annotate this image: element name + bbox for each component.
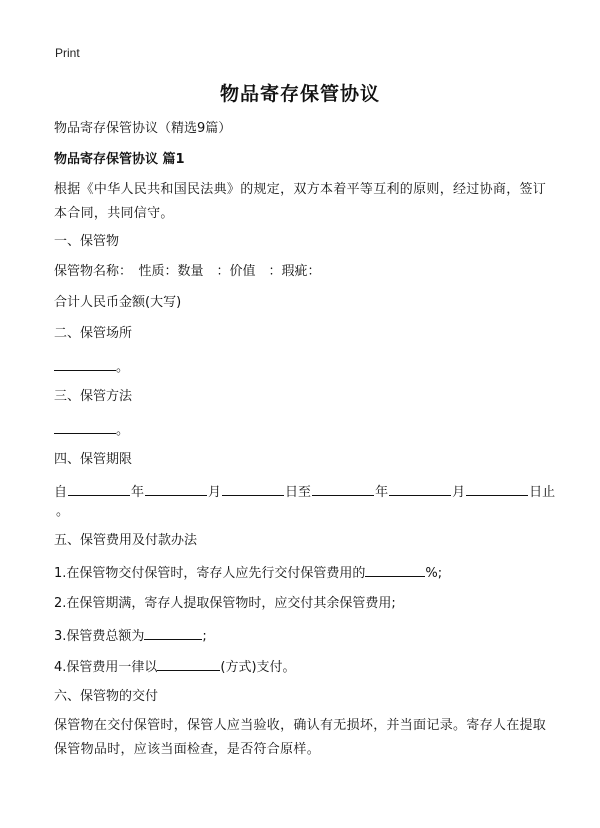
payment-method-blank[interactable]: [157, 657, 220, 671]
storage-place-line: [54, 357, 129, 377]
fee-item-1: [54, 563, 442, 583]
section-heading: 物品寄存保管协议 篇1: [54, 152, 185, 167]
section-6-title: 六、保管物的交付: [54, 689, 159, 704]
fee-item-1-text: 1.在保管物交付保管时，寄存人应先行交付保管费用的: [54, 566, 366, 581]
fee-item-1-suffix: %;: [425, 566, 443, 581]
start-month-blank[interactable]: [145, 482, 207, 496]
date-year-1: 年: [131, 485, 145, 500]
date-month-1: 月: [208, 485, 222, 500]
date-from: 自: [54, 485, 68, 500]
section-2-title: 二、保管场所: [54, 326, 133, 341]
storage-place-blank[interactable]: [54, 357, 116, 371]
fee-item-3-text: 3.保管费总额为: [54, 629, 145, 644]
fee-item-3: [54, 626, 207, 646]
end-year-blank[interactable]: [312, 482, 374, 496]
intro-paragraph: 根据《中华人民共和国民法典》的规定，双方本着平等互利的原则，经过协商，签订本合同，共同信守。: [54, 182, 547, 221]
start-day-blank[interactable]: [222, 482, 284, 496]
storage-method-end: 。: [116, 423, 130, 438]
delivery-paragraph: 保管物在交付保管时，保管人应当验收，确认有无损坏，并当面记录。寄存人在提取保管物品时，应该当面检查，是否符合原样。: [54, 718, 547, 757]
date-day-1: 日至: [285, 485, 312, 500]
storage-method-blank[interactable]: [54, 420, 116, 434]
section-3-title: 三、保管方法: [54, 389, 133, 404]
storage-place-end: 。: [116, 360, 130, 375]
section-5-title: 五、保管费用及付款办法: [54, 533, 198, 548]
fee-total-blank[interactable]: [144, 626, 202, 640]
date-year-2: 年: [375, 485, 389, 500]
print-label: Print: [55, 46, 80, 60]
date-day-2: 日止: [529, 485, 556, 500]
fee-item-4-suffix: (方式)支付。: [220, 660, 296, 675]
fee-item-4: [54, 657, 296, 677]
fee-item-3-suffix: ;: [202, 629, 207, 644]
document-title: 物品寄存保管协议: [219, 83, 380, 105]
date-month-2: 月: [452, 485, 466, 500]
section-1-title: 一、保管物: [54, 234, 120, 249]
storage-method-line: [54, 420, 129, 440]
start-year-blank[interactable]: [68, 482, 130, 496]
storage-period-line: [54, 482, 555, 502]
fee-item-4-text: 4.保管费用一律以: [54, 660, 158, 675]
total-amount-line: 合计人民币金额(大写): [54, 295, 182, 310]
prepay-percent-blank[interactable]: [365, 563, 425, 577]
item-fields-line: 保管物名称： 性质：数量 ：价值 ：瑕疵：: [54, 264, 321, 279]
fee-item-2: 2.在保管期满，寄存人提取保管物时，应交付其余保管费用;: [54, 596, 396, 611]
document-subtitle: 物品寄存保管协议（精选9篇）: [54, 121, 232, 136]
end-month-blank[interactable]: [389, 482, 451, 496]
end-day-blank[interactable]: [466, 482, 528, 496]
date-end-mark: 。: [56, 504, 70, 519]
section-4-title: 四、保管期限: [54, 452, 133, 467]
